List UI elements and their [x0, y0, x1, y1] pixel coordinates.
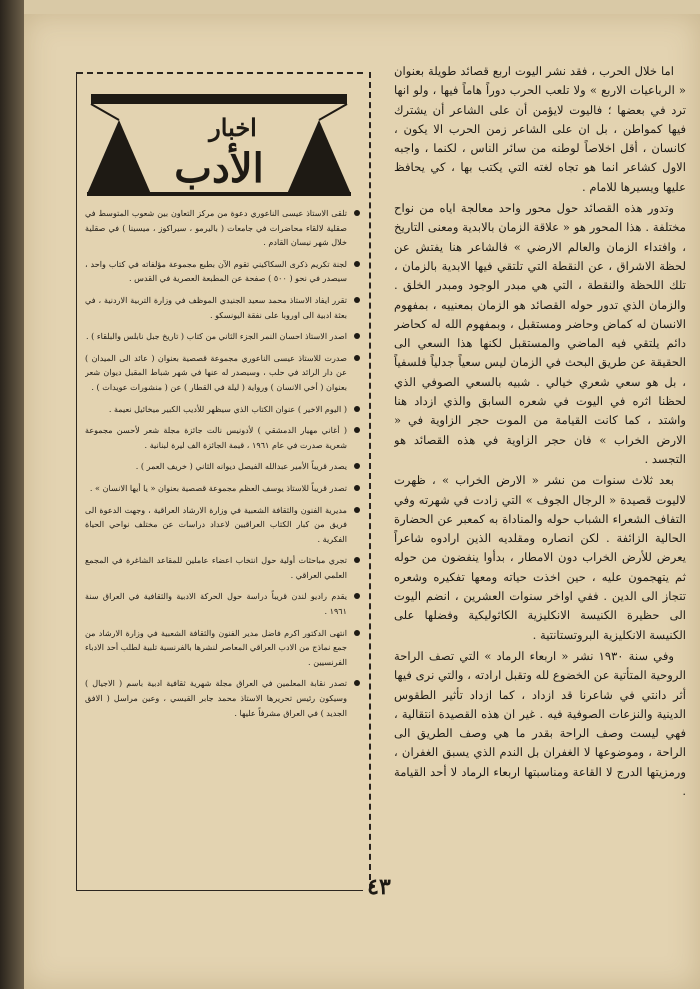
banner-title-literature: الأدب	[174, 145, 264, 192]
banner-title-news: اخبار	[209, 113, 257, 142]
news-list-container	[85, 206, 361, 886]
news-item: صدرت للاستاذ عيسى الناعوري مجموعة قصصية بعنوان ( عائد الى الميدان ) عن دار الرائد في حلب ، وسيصدر له عنها في شهر شباط المقبل ديوان شعر بعنوان ( أخي الانسان ) ورواية ( ليلة في القطار ) عن ( منشورات عويدات ) .	[85, 351, 361, 395]
news-item: مديرية الفنون والثقافة الشعبية في وزارة الارشاد العراقية ، وجهت الدعوة الى فريق من كبار الكتاب العراقيين لاعداد دراسات عن مختلف نواحي الحياة الفكرية .	[85, 503, 361, 547]
banner-left-pyramid	[87, 120, 151, 194]
news-item: ( اليوم الاخير ) عنوان الكتاب الذي سيظهر للأديب الكبير ميخائيل نعيمة .	[85, 402, 361, 417]
news-item: تقرر ايفاد الاستاذ محمد سعيد الجنيدي الموظف في وزارة التربية الاردنية ، في بعثة ادبية الى اوروبا على نفقة اليونسكو .	[85, 293, 361, 322]
news-item: انتهى الدكتور اكرم فاضل مدير الفنون والثقافة الشعبية في وزارة الارشاد من جمع نماذج من الادب العراقي المعاصر لنشرها بالفرنسية تلبية لطلب أحد الادباء الفرنسيين .	[85, 626, 361, 670]
article-paragraph: وتدور هذه القصائد حول محور واحد معالجة اياه من نواح مختلفة . هذا المحور هو « علاقة الزمان بالابدية ومعنى التاريخ ، وافتداء الزمان والعالم الارضي » فالشاعر هنا يفتش عن لحظة الاشراق ، عن النقطة التي تلتقي فيها الابدية بالزمان ، تلك اللحظة والنقطة ، التي هي مبدر الوجود ومبدر الخلق . والزمان الذي تدور حوله القصائد هو الزمان بمعنييه ، بمفهوم الانسان له كماض وحاضر ومستقبل ، وبمفهوم الله له كحاضر دائم يلتقي فيه الماضي والمستقبل لكنها هذا السعي الى الحقيقة عن طريق البحث في الزمان ليس سعياً جدلياً فلسفياً ، بل هو سعي شعري خيالي . شبيه بالسعي الصوفي الذي لحظنا اثره في اليوت في شعره السابق والذي ازداد هنا واشتد ، كما كانت القيامة من الموت حجر الزاوية في « الارض الخراب » فان حجر الزاوية في هذه القصائد هو التجسد .	[394, 201, 686, 466]
news-item: يقدم راديو لندن قريباً دراسة حول الحركة الادبية والثقافية في العراق سنة ١٩٦١ .	[85, 589, 361, 618]
box-top-border	[77, 72, 363, 74]
banner-top-bar	[91, 94, 347, 104]
banner-right-pyramid	[287, 120, 351, 194]
news-item: تصدر قريباً للاستاذ يوسف العظم مجموعة قصصية بعنوان « يا أيها الانسان » .	[85, 481, 361, 496]
news-item: تلقى الاستاذ عيسى الناعوري دعوة من مركز التعاون بين شعوب المتوسط في صقلية لالقاء محاضرات في جامعات ( باليرمو ، سيراكوز ، ميسينا ) في صقلية خلال شهر نيسان القادم .	[85, 206, 361, 250]
article-paragraph: وفي سنة ١٩٣٠ نشر « اربعاء الرماد » التي تصف الراحة الروحية المتأتية عن الخضوع لله وتقبل ارادته ، والتي نرى فيها أثر دانتي في شاعرنا قد ازداد ، كما ازداد تأثير الطقوس الدينية والنزعات الصوفية فيه . غير ان هذه القصيدة انتقالية ، فهي ليست وصف الراحة بقدر ما هي وصف الطريق الى الراحة ، وموضوعها لا الغفران بل الندم الذي يسبق الغفران ، ورمزيتها الدرج لا القاعة ومناسبتها اربعاء الرماد لا أحد القيامة .	[394, 648, 686, 798]
news-item: لجنة تكريم ذكرى السكاكيني تقوم الآن بطبع مجموعة مؤلفاته في كتاب واحد ، سيصدر في نحو ( ٥٠٠ ) صفحة عن المطبعة العصرية في القدس .	[85, 257, 361, 286]
page-number: ٤٣	[367, 874, 391, 900]
article-paragraph: بعد ثلاث سنوات من نشر « الارض الخراب » ، ظهرت لاليوت قصيدة « الرجال الجوف » التي زادت في شهرته وفي التفاف الشعراء الشباب حوله والمناداة به كمعبر عن الحضارة الحالية الزائفة . لكن انصاره ومقلديه الذين ارادوه شاعراً يعرض للأرض الخراب دون الامطار ، بدأوا ينفضون من حوله ثم يتهجمون عليه ، حين اخذت حياته ومعها تفكيره وشعره تتجاز الى الدين . ففي اواخر سنوات العشرين ، انضم اليوت الى حظيرة الكنيسة الانكليزية الكاثوليكية وفضلها على الكنيسة الانكليزية البروتستانتية .	[394, 473, 686, 642]
news-item: تصدر نقابة المعلمين في العراق مجلة شهرية ثقافية ادبية باسم ( الاجيال ) وسيكون رئيس تحريرها الاستاذ محمد جابر القيسي ، وعين مراسل ( الافق الجديد ) في العراق مشرفاً عليها .	[85, 676, 361, 720]
column-divider	[369, 72, 371, 890]
page-binding-shadow	[0, 0, 24, 989]
literary-news-banner	[83, 90, 355, 198]
news-item: تجري مباحثات أولية حول انتخاب اعضاء عاملين للمقاعد الشاغرة في المجمع العلمي العراقي .	[85, 553, 361, 582]
news-item: اصدر الاستاذ احسان النمر الجزء الثاني من كتاب ( تاريخ جبل نابلس والبلقاء ) .	[85, 329, 361, 344]
news-item: ( أغاني مهيار الدمشقي ) لأدونيس نالت جائزة مجلة شعر لأحسن مجموعة شعرية صدرت في عام ١٩٦١ ، قيمة الجائزة الف ليرة لبنانية .	[85, 423, 361, 452]
article-column	[394, 62, 686, 898]
banner-bottom-bar	[87, 192, 351, 196]
news-item: يصدر قريباً الأمير عبدالله الفيصل ديوانه الثاني ( خريف العمر ) .	[85, 459, 361, 474]
article-paragraph: اما خلال الحرب ، فقد نشر اليوت اربع قصائد طويلة بعنوان « الرباعيات الاربع » ولا تلعب الحرب دوراً هاماً فيها ، ولو انها ترد في بعضها ؛ فاليوت لايؤمن أن على الشاعر أن يشترك فيها كمواطن ، بل ان على الشاعر زمن الحرب الا يكون ، كانسان ، أقل اخلاصاً لوطنه من سائر الناس ، لكنما ، واجبه الاول كشاعر انما هو تجاه لغته التي يكتب بها ، كي يحافظ عليها ويسيرها للامام .	[394, 64, 686, 194]
literary-news-box	[76, 72, 363, 891]
news-list	[85, 206, 361, 720]
